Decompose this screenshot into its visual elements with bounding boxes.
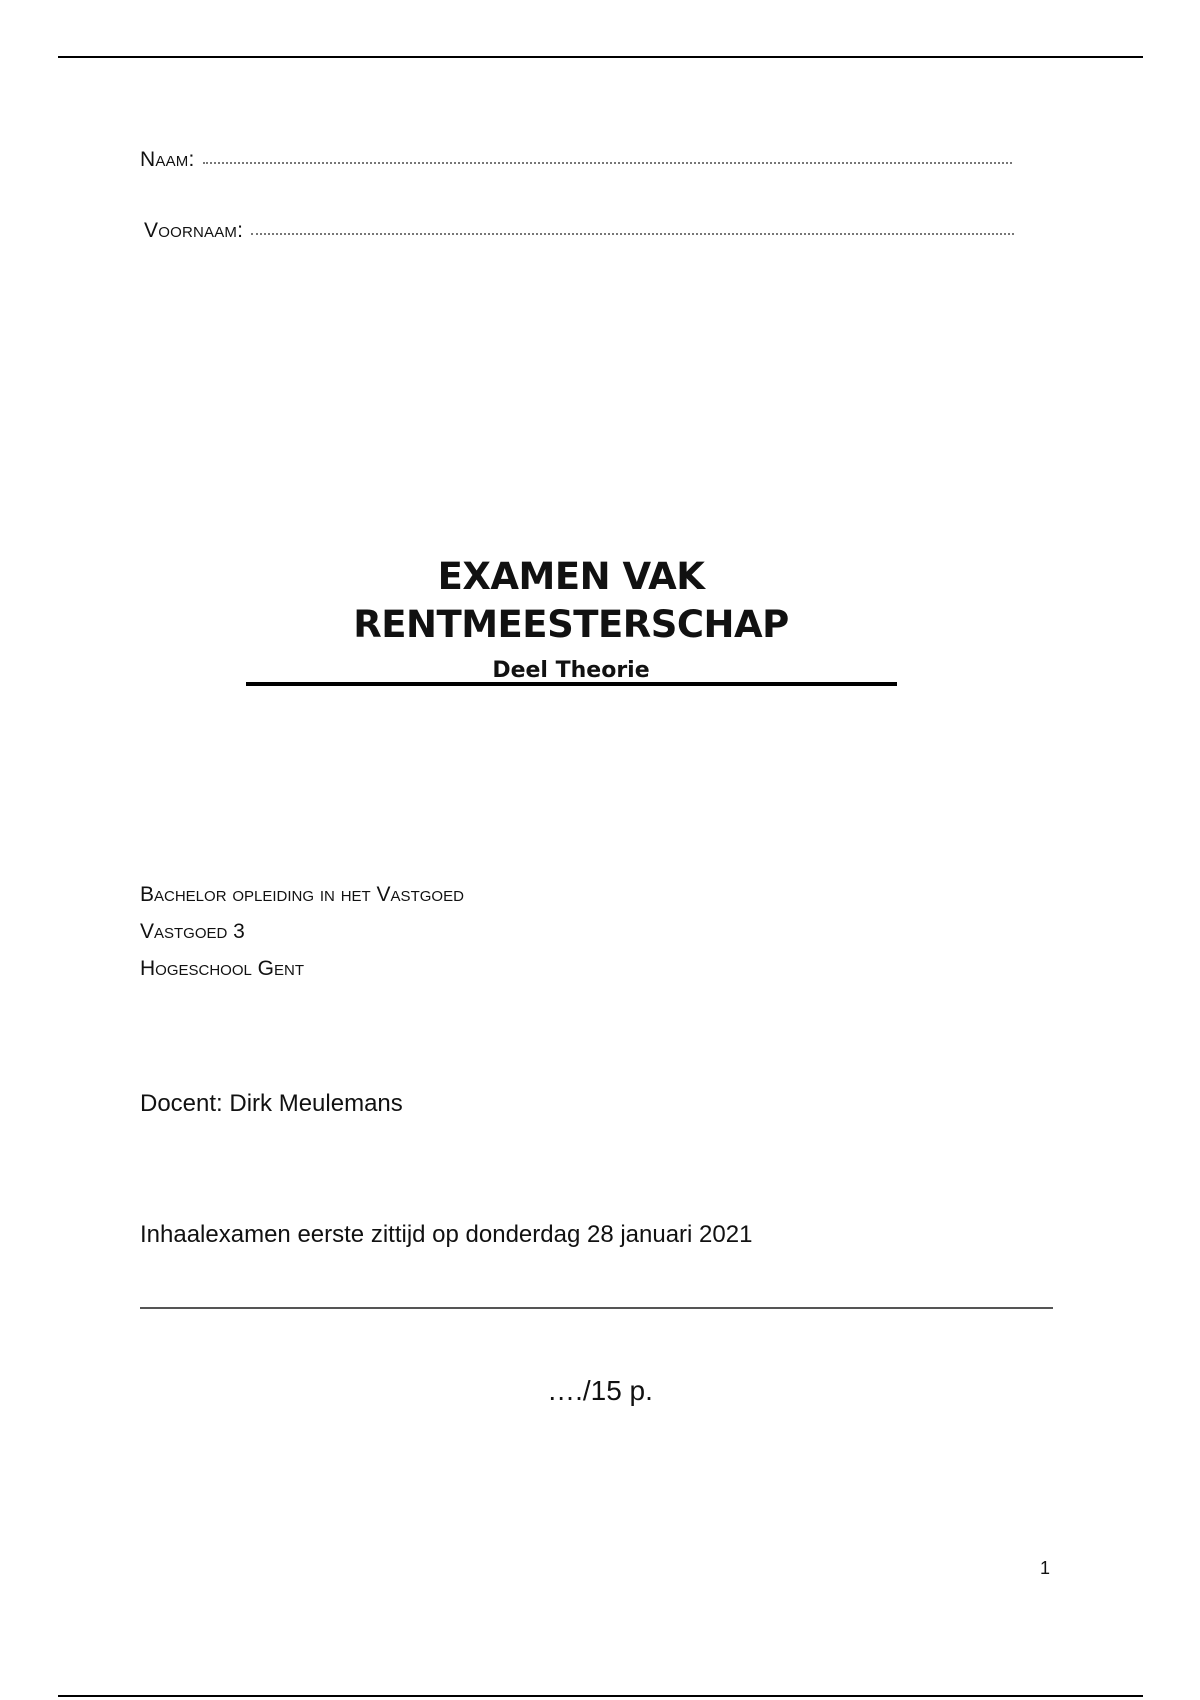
naam-field [140,148,1012,172]
year-line: Vastgoed 3 [140,920,245,943]
score-line: …./15 p. [547,1375,653,1406]
programme-line: Bachelor opleiding in het Vastgoed [140,883,464,906]
page-number: 1 [1040,1558,1051,1578]
naam-dotted-line [203,162,1012,164]
document-title: EXAMEN VAK RENTMEESTERSCHAP [353,555,789,646]
exam-info-line: Inhaalexamen eerste zittijd op donderdag 28 januari 2021 [140,1221,753,1248]
voornaam-dotted-line [251,233,1014,235]
header-rule [58,56,1143,58]
docent-line: Docent: Dirk Meulemans [140,1090,403,1117]
title-block [246,553,896,685]
score-rule [140,1307,1053,1309]
document-subtitle: Deel Theorie [492,658,650,683]
voornaam-label: Voornaam: [144,219,244,242]
voornaam-field [144,219,1014,243]
school-line: Hogeschool Gent [140,957,305,980]
naam-label: Naam: [140,148,195,171]
title-rule [246,682,897,686]
institution-block [140,876,464,987]
footer-rule [58,1695,1143,1697]
